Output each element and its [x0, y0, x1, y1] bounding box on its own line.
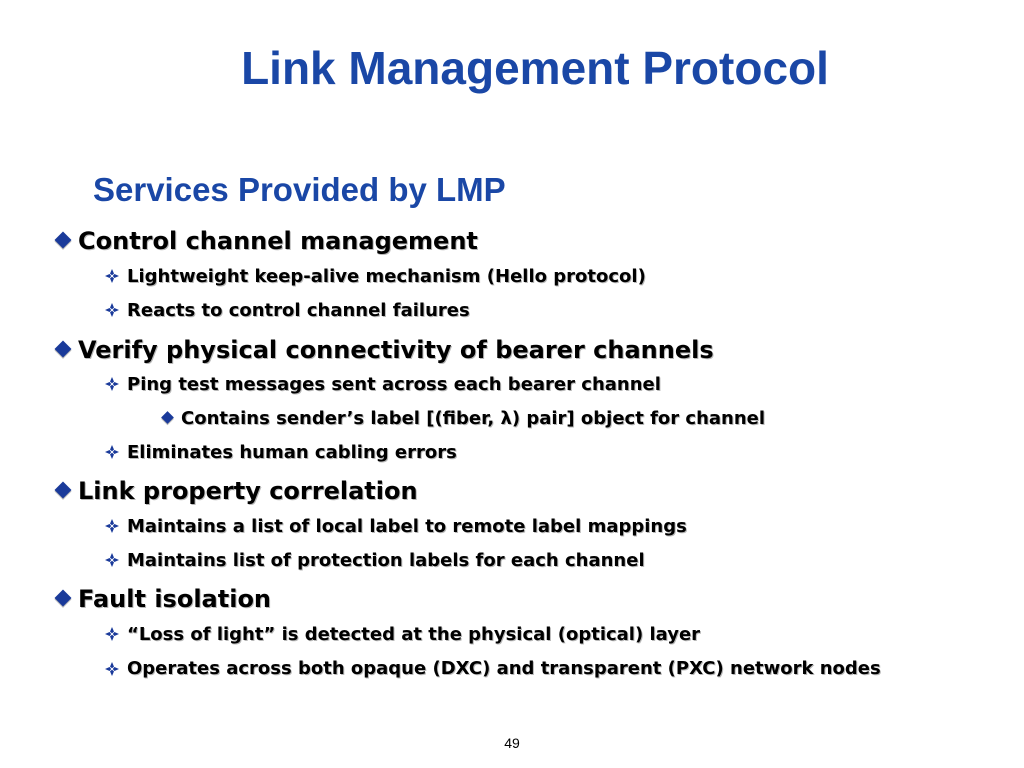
sub-bullet-item — [105, 264, 646, 290]
bullet-item — [57, 335, 714, 365]
clover-bullet-icon — [105, 519, 119, 533]
slide-subtitle: Services Provided by LMP — [93, 171, 506, 208]
bullet-item — [57, 584, 271, 614]
sub-bullet-item — [105, 656, 945, 682]
clover-bullet-icon — [105, 377, 119, 391]
bullet-item — [57, 226, 478, 256]
sub-bullet-text: Ping test messages sent across each bearer channel — [127, 374, 661, 395]
diamond-bullet-icon — [161, 411, 174, 424]
sub-bullet-text: Lightweight keep-alive mechanism (Hello protocol) — [127, 266, 646, 287]
sub-bullet-text: Maintains a list of local label to remote label mappings — [127, 516, 687, 537]
bullet-text: Fault isolation — [78, 585, 272, 613]
sub-bullet-text: “Loss of light” is detected at the physical (optical) layer — [127, 624, 701, 645]
diamond-bullet-icon — [55, 341, 72, 358]
page-number: 49 — [504, 735, 520, 751]
sub-bullet-text: Eliminates human cabling errors — [127, 442, 457, 463]
sub-bullet-item — [105, 514, 687, 540]
bullet-text: Verify physical connectivity of bearer channels — [78, 336, 714, 364]
sub-sub-bullet-text: Contains sender’s label [(fiber, λ) pair] object for channel — [181, 408, 766, 429]
clover-bullet-icon — [105, 269, 119, 283]
clover-bullet-icon — [105, 553, 119, 567]
clover-bullet-icon — [105, 303, 119, 317]
sub-bullet-item — [105, 298, 470, 324]
clover-bullet-icon — [105, 627, 119, 641]
sub-bullet-text: Reacts to control channel failures — [127, 300, 470, 321]
sub-sub-bullet-item — [163, 406, 765, 432]
slide-title: Link Management Protocol — [241, 42, 829, 94]
sub-bullet-item — [105, 548, 645, 574]
sub-bullet-item — [105, 622, 700, 648]
bullet-text: Control channel management — [78, 227, 478, 255]
sub-bullet-item — [105, 372, 661, 398]
bullet-item — [57, 476, 418, 506]
sub-bullet-text: Maintains list of protection labels for each channel — [127, 550, 645, 571]
sub-bullet-text: Operates across both opaque (DXC) and transparent (PXC) network nodes — [127, 658, 881, 679]
sub-bullet-item — [105, 440, 457, 466]
clover-bullet-icon — [105, 445, 119, 459]
bullet-text: Link property correlation — [78, 477, 418, 505]
diamond-bullet-icon — [55, 482, 72, 499]
diamond-bullet-icon — [55, 232, 72, 249]
clover-bullet-icon — [105, 662, 119, 676]
diamond-bullet-icon — [55, 590, 72, 607]
